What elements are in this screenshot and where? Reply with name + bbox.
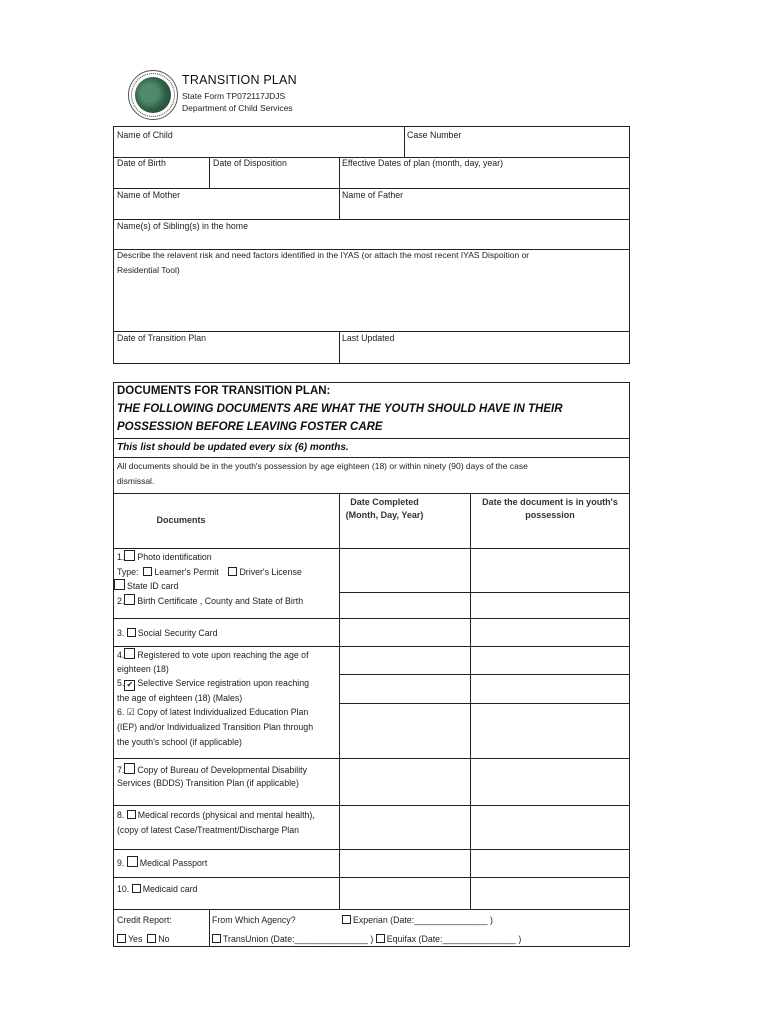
social-security-checkbox[interactable]	[127, 628, 136, 637]
medical-passport-checkbox[interactable]	[127, 856, 138, 867]
item-state-id: State ID card	[114, 579, 178, 592]
risk-factors-field-cont: Residential Tool)	[117, 265, 180, 275]
col-header-possession: Date the document is in youth's	[482, 497, 618, 507]
item-bdds-cont: Services (BDDS) Transition Plan (if applicable)	[117, 778, 299, 788]
col-header-possession-cont: possession	[525, 510, 575, 520]
col-header-documents: Documents	[156, 515, 206, 525]
date-of-birth-field[interactable]: Date of Birth	[117, 158, 166, 168]
date-of-disposition-field[interactable]: Date of Disposition	[213, 158, 287, 168]
item-registered-vote-cont: eighteen (18)	[117, 664, 169, 674]
state-id-checkbox[interactable]	[114, 579, 125, 590]
col-header-date-format: (Month, Day, Year)	[345, 510, 424, 520]
item-medicaid-card: 10. Medicaid card	[117, 884, 198, 894]
credit-no-checkbox[interactable]	[147, 934, 156, 943]
drivers-license-checkbox[interactable]	[228, 567, 237, 576]
item-bdds: 7. Copy of Bureau of Developmental Disability	[117, 765, 308, 775]
effective-dates-field[interactable]: Effective Dates of plan (month, day, year)	[342, 158, 504, 168]
department-name: Department of Child Services	[182, 103, 293, 113]
medical-records-checkbox[interactable]	[127, 810, 136, 819]
learners-permit-checkbox[interactable]	[143, 567, 152, 576]
possession-info: All documents should be in the youth's possession by age eighteen (18) or within ninety (90) days of the case	[117, 461, 528, 471]
update-note: This list should be updated every six (6) months.	[117, 442, 349, 453]
item-medical-records: 8. Medical records (physical and mental health),	[117, 810, 315, 820]
form-title: TRANSITION PLAN	[182, 73, 297, 87]
credit-agency-label: From Which Agency?	[212, 915, 296, 925]
item-registered-vote: 4. Registered to vote upon reaching the age of	[117, 650, 309, 660]
item-medical-passport: 9. Medical Passport	[117, 858, 208, 868]
registered-vote-checkbox[interactable]	[124, 648, 135, 659]
transunion-checkbox[interactable]	[212, 934, 221, 943]
photo-id-checkbox[interactable]	[124, 550, 135, 561]
medicaid-card-checkbox[interactable]	[132, 884, 141, 893]
documents-subheading-cont: POSSESSION BEFORE LEAVING FOSTER CARE	[117, 421, 383, 433]
equifax-checkbox[interactable]	[376, 934, 385, 943]
last-updated-field[interactable]: Last Updated	[342, 333, 395, 343]
name-of-mother-field[interactable]: Name of Mother	[117, 190, 181, 200]
item-selective-service-cont: the age of eighteen (18) (Males)	[117, 693, 243, 703]
credit-report-label: Credit Report:	[117, 915, 172, 925]
name-of-child-field[interactable]: Name of Child	[117, 130, 173, 140]
possession-info-cont: dismissal.	[117, 476, 155, 486]
item-social-security: 3. Social Security Card	[117, 628, 218, 638]
item-iep: 6. ☑ Copy of latest Individualized Education Plan	[117, 707, 309, 717]
experian-checkbox[interactable]	[342, 915, 351, 924]
item-selective-service: 5. ✔ Selective Service registration upon reaching	[117, 678, 309, 689]
item-photo-id-type: Type: Learner's Permit Driver's License	[117, 567, 302, 577]
birth-certificate-checkbox[interactable]	[124, 594, 135, 605]
case-number-field[interactable]: Case Number	[407, 130, 462, 140]
form-number: State Form TP072117JDJS	[182, 91, 286, 101]
item-iep-cont: (IEP) and/or Individualized Transition Plan through	[117, 722, 314, 732]
credit-yes-checkbox[interactable]	[117, 934, 126, 943]
state-seal	[128, 70, 178, 120]
credit-yes-no: Yes No	[117, 933, 170, 945]
risk-factors-field[interactable]: Describe the relavent risk and need factors identified in the IYAS (or attach the most recent IYAS Dispoition or	[117, 250, 530, 260]
item-birth-certificate: 2. Birth Certificate , County and State of Birth	[117, 596, 304, 606]
item-medical-records-cont: (copy of latest Case/Treatment/Discharge Plan	[117, 825, 300, 835]
documents-heading: DOCUMENTS FOR TRANSITION PLAN:	[117, 385, 331, 397]
item-iep-cont2: the youth's school (if applicable)	[117, 737, 242, 747]
bdds-checkbox[interactable]	[124, 763, 135, 774]
name-of-father-field[interactable]: Name of Father	[342, 190, 404, 200]
selective-service-checkbox[interactable]: ✔	[124, 680, 135, 691]
credit-transunion-equifax: TransUnion (Date:_______________ ) Equifax (Date:_______________ )	[212, 933, 521, 945]
col-header-date-completed: Date Completed	[350, 497, 419, 507]
date-of-plan-field[interactable]: Date of Transition Plan	[117, 333, 206, 343]
iep-checkbox[interactable]: ☑	[126, 707, 135, 717]
credit-experian: Experian (Date:_______________ )	[342, 914, 493, 926]
siblings-field[interactable]: Name(s) of Sibling(s) in the home	[117, 221, 249, 231]
item-photo-id: 1. Photo identification	[117, 552, 212, 562]
documents-subheading: THE FOLLOWING DOCUMENTS ARE WHAT THE YOUTH SHOULD HAVE IN THEIR	[117, 403, 563, 415]
